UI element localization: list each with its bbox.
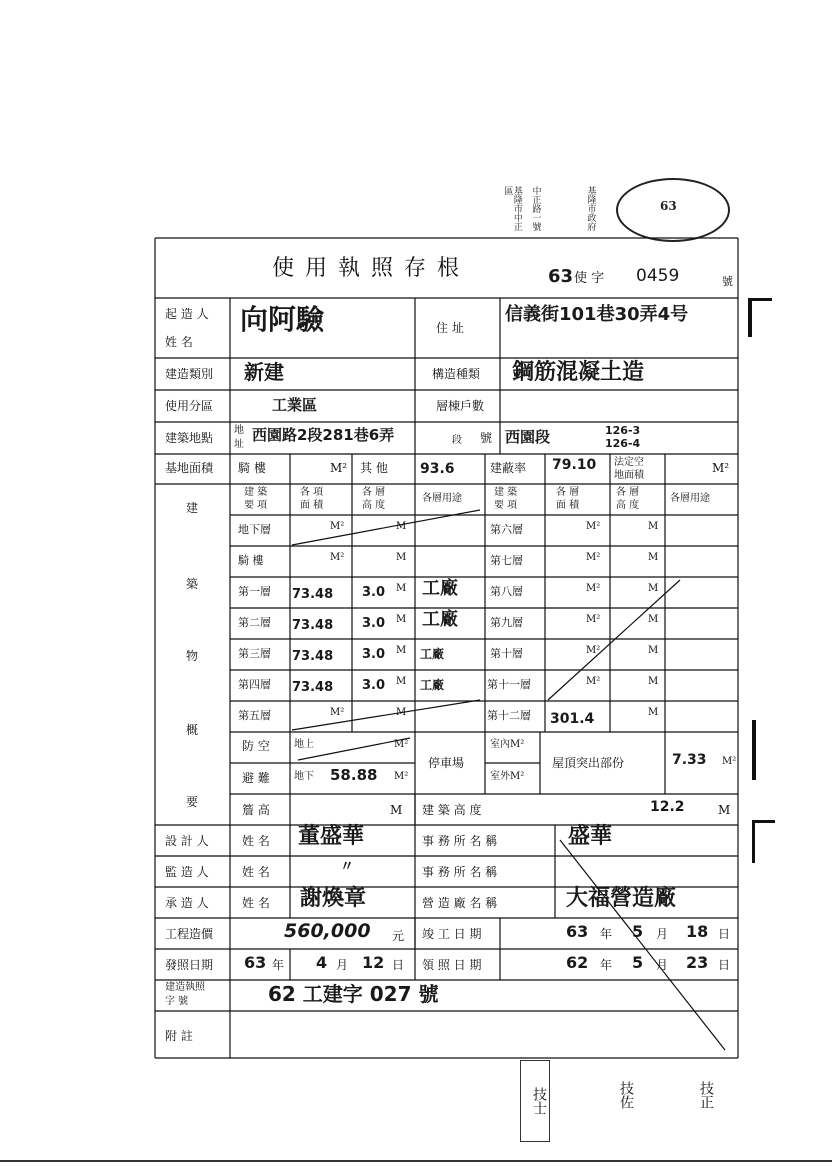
label-site: 建築地點: [165, 431, 214, 445]
label-building-1: 建: [186, 501, 199, 515]
floor-label-right: 第十二層: [487, 709, 531, 722]
unit-m: M: [396, 645, 407, 656]
label-zoning: 使用分區: [165, 399, 214, 413]
unit-m2: M²: [586, 583, 601, 594]
below-ground-value: 58.88: [330, 766, 378, 784]
unit-m: M: [396, 614, 407, 625]
label-name: 姓 名: [242, 896, 270, 910]
label-floors-units: 層棟戶數: [436, 399, 485, 413]
edge-mark: [752, 820, 775, 863]
unit-m: M: [396, 676, 407, 687]
label-building-4: 概: [186, 723, 199, 737]
floor4-height: 3.0: [362, 678, 386, 693]
base-area-value: 93.6: [420, 461, 455, 477]
label-issue-date: 發照日期: [165, 958, 214, 972]
label-outdoor: 室外M²: [490, 771, 525, 782]
floor2-use: 工廠: [422, 609, 458, 630]
permit-no-value: 62 工建字 027 號: [268, 982, 439, 1006]
day-label: 日: [718, 927, 731, 941]
floor-label-right: 第十層: [490, 647, 523, 660]
col-area-1: 各 項: [300, 487, 324, 498]
floor2-height: 3.0: [362, 616, 386, 631]
issue-day: 12: [362, 953, 385, 972]
floor-label-left: 第五層: [238, 709, 271, 722]
label-parking: 停車場: [428, 756, 465, 770]
label-cost: 工程造價: [165, 927, 214, 941]
label-name: 姓 名: [242, 865, 270, 879]
unit-m: M: [390, 803, 403, 817]
label-building-height: 建 築 高 度: [422, 803, 482, 817]
label-build-type: 建造類別: [165, 367, 214, 381]
label-roof-extra: 屋頂突出部份: [552, 756, 625, 770]
side-stamp-text: 基隆市政府: [585, 186, 596, 231]
unit-m2: M²: [330, 707, 345, 718]
label-supervisor: 監 造 人: [165, 865, 209, 879]
label-building-3: 物: [186, 649, 199, 663]
bottom-stamp-1: 技士: [520, 1060, 550, 1142]
permit-number: 0459: [636, 266, 680, 286]
label-legal-open-1: 法定空: [614, 457, 644, 468]
col-height-2: 高 度: [362, 500, 386, 511]
roof-area-value: 7.33: [672, 752, 707, 768]
builder-name-value: 向阿驗: [240, 303, 325, 336]
issue-month: 4: [316, 953, 328, 972]
unit-m2: M²: [722, 756, 737, 767]
issue-year: 63: [244, 953, 267, 972]
floor-label-right: 第十一層: [487, 678, 531, 691]
floor4-area: 73.48: [292, 680, 334, 695]
floor-label-left: 第三層: [238, 647, 271, 660]
floor-label-left: 第四層: [238, 678, 271, 691]
address-value: 信義街101巷30弄4号: [505, 304, 689, 325]
col-area-2: 面 積: [300, 500, 324, 511]
label-notes: 附 註: [165, 1029, 193, 1043]
month-label: 月: [336, 958, 349, 972]
day-label: 日: [718, 958, 731, 972]
bottom-stamp-2: 技佐: [618, 1081, 634, 1109]
zoning-value: 工業區: [272, 396, 318, 414]
unit-m: M: [648, 583, 659, 594]
unit-m2: M²: [586, 552, 601, 563]
completion-year: 63: [566, 922, 589, 941]
col-item-1-right: 建 築: [494, 487, 518, 498]
unit-m: M: [648, 521, 659, 532]
label-receive-date: 領 照 日 期: [422, 958, 482, 972]
label-permit-1: 建造執照: [165, 982, 205, 993]
permit-mid: 使 字: [574, 271, 605, 286]
unit-m2: M²: [330, 461, 348, 475]
unit-m: M: [648, 676, 659, 687]
floor1-area: 73.48: [292, 587, 334, 602]
label-contractor: 承 造 人: [165, 896, 209, 910]
permit-prefix: 63: [548, 266, 574, 287]
label-fire-1: 防 空: [242, 739, 270, 753]
unit-m: M: [396, 552, 407, 563]
col-item-2: 要 項: [244, 500, 268, 511]
scan-edge-line: [0, 1160, 832, 1162]
label-building-2: 築: [186, 577, 199, 591]
year-label: 年: [600, 958, 613, 972]
col-area-b2: 面 積: [556, 500, 580, 511]
floor1-use: 工廠: [422, 578, 458, 599]
unit-m2: M²: [330, 552, 345, 563]
day-label: 日: [392, 958, 405, 972]
build-type-value: 新建: [244, 360, 284, 384]
col-height-1-right: 各 層: [616, 487, 640, 498]
oval-stamp-text: 63: [660, 199, 677, 213]
unit-m: M: [648, 645, 659, 656]
label-ground-above: 地上: [294, 739, 314, 750]
label-site-zhi: 址: [234, 439, 244, 450]
receive-day: 23: [686, 953, 709, 972]
structure-value: 鋼筋混凝土造: [512, 360, 645, 385]
completion-day: 18: [686, 922, 709, 941]
col-height-2-right: 高 度: [616, 500, 640, 511]
unit-m2: M²: [586, 521, 601, 532]
unit-m2: M²: [586, 645, 601, 656]
unit-m: M: [648, 552, 659, 563]
unit-m: M: [396, 707, 407, 718]
label-site-di: 地: [234, 425, 244, 436]
unit-m: M: [396, 583, 407, 594]
page-title: 使 用 執 照 存 根: [272, 256, 461, 281]
month-label: 月: [656, 958, 669, 972]
col-height-1: 各 層: [362, 487, 386, 498]
completion-month: 5: [632, 922, 644, 941]
label-site-duan: 段: [452, 435, 462, 446]
label-arcade: 騎 樓: [238, 461, 266, 475]
label-building-5: 要: [186, 795, 199, 809]
supervisor-name-value: 〃: [340, 859, 354, 875]
label-fire-2: 避 難: [242, 771, 270, 785]
floor-label-right: 第八層: [490, 585, 523, 598]
unit-m: M: [396, 521, 407, 532]
bottom-stamp-3: 技正: [698, 1081, 714, 1109]
unit-m2: M²: [330, 521, 345, 532]
label-builder: 起 造 人: [165, 307, 209, 321]
label-completion-date: 竣 工 日 期: [422, 927, 482, 941]
floor1-height: 3.0: [362, 585, 386, 600]
coverage-value: 79.10: [552, 457, 597, 473]
col-use-right: 各層用途: [670, 493, 710, 504]
side-stamp-text: 基隆市中正區: [502, 186, 522, 231]
floor2-area: 73.48: [292, 618, 334, 633]
floor-label-left: 第一層: [238, 585, 271, 598]
site-road-value: 西園路2段281巷6弄: [252, 426, 395, 444]
label-base-area: 基地面積: [165, 461, 214, 475]
label-name: 姓 名: [242, 834, 270, 848]
building-height-value: 12.2: [650, 799, 685, 815]
floor-label-left: 第二層: [238, 616, 271, 629]
unit-m: M: [648, 614, 659, 625]
year-label: 年: [600, 927, 613, 941]
label-indoor: 室內M²: [490, 739, 525, 750]
permit-suffix: 號: [722, 275, 733, 288]
receive-year: 62: [566, 953, 589, 972]
floor3-height: 3.0: [362, 647, 386, 662]
label-office-name: 事 務 所 名 稱: [422, 834, 498, 848]
label-eave-height: 簷 高: [242, 803, 270, 817]
label-site-hao: 號: [480, 431, 493, 445]
unit-m2: M²: [586, 676, 601, 687]
floor-label-left: 地下層: [238, 523, 271, 536]
receive-month: 5: [632, 953, 644, 972]
label-coverage: 建蔽率: [490, 461, 527, 475]
label-permit-2: 字 號: [165, 996, 189, 1007]
contractor-factory-value: 大福營造廠: [566, 886, 677, 911]
floor-label-right: 第七層: [490, 554, 523, 567]
col-use: 各層用途: [422, 493, 462, 504]
cost-value: 560,000: [284, 920, 371, 942]
unit-m2: M²: [394, 771, 409, 782]
unit-m: M: [648, 707, 659, 718]
unit-m: M: [718, 803, 731, 817]
designer-office-value: 盛華: [568, 824, 613, 849]
edge-mark: [752, 720, 774, 780]
year-label: 年: [272, 958, 285, 972]
floor-label-right: 第六層: [490, 523, 523, 536]
label-designer: 設 計 人: [165, 834, 209, 848]
month-label: 月: [656, 927, 669, 941]
side-stamp-text: 中正路一號: [530, 186, 541, 231]
site-lot-value: 西園段: [505, 428, 551, 446]
label-address: 住 址: [436, 321, 464, 335]
unit-yuan: 元: [392, 929, 405, 943]
label-ground-below: 地下: [294, 771, 314, 782]
col-area-b1: 各 層: [556, 487, 580, 498]
contractor-name-value: 謝煥章: [300, 886, 367, 911]
unit-m2: M²: [394, 739, 409, 750]
total-area-value: 301.4: [550, 711, 595, 727]
floor3-use: 工廠: [420, 647, 445, 661]
unit-m2: M²: [586, 614, 601, 625]
label-office-name: 事 務 所 名 稱: [422, 865, 498, 879]
label-builder-name: 姓 名: [165, 335, 193, 349]
floor-label-left: 騎 樓: [238, 554, 264, 567]
designer-name-value: 董盛華: [298, 824, 365, 849]
label-structure: 構造種類: [432, 367, 481, 381]
floor-label-right: 第九層: [490, 616, 523, 629]
label-other: 其 他: [360, 461, 388, 475]
unit-m2: M²: [712, 461, 730, 475]
label-factory-name: 營 造 廠 名 稱: [422, 896, 498, 910]
lot-numbers-value: 126-3 126-4: [605, 424, 641, 451]
label-legal-open-2: 地面積: [614, 470, 644, 481]
edge-mark: [748, 298, 772, 337]
col-item-1: 建 築: [244, 487, 268, 498]
floor3-area: 73.48: [292, 649, 334, 664]
col-item-2-right: 要 項: [494, 500, 518, 511]
floor4-use: 工廠: [420, 678, 445, 692]
